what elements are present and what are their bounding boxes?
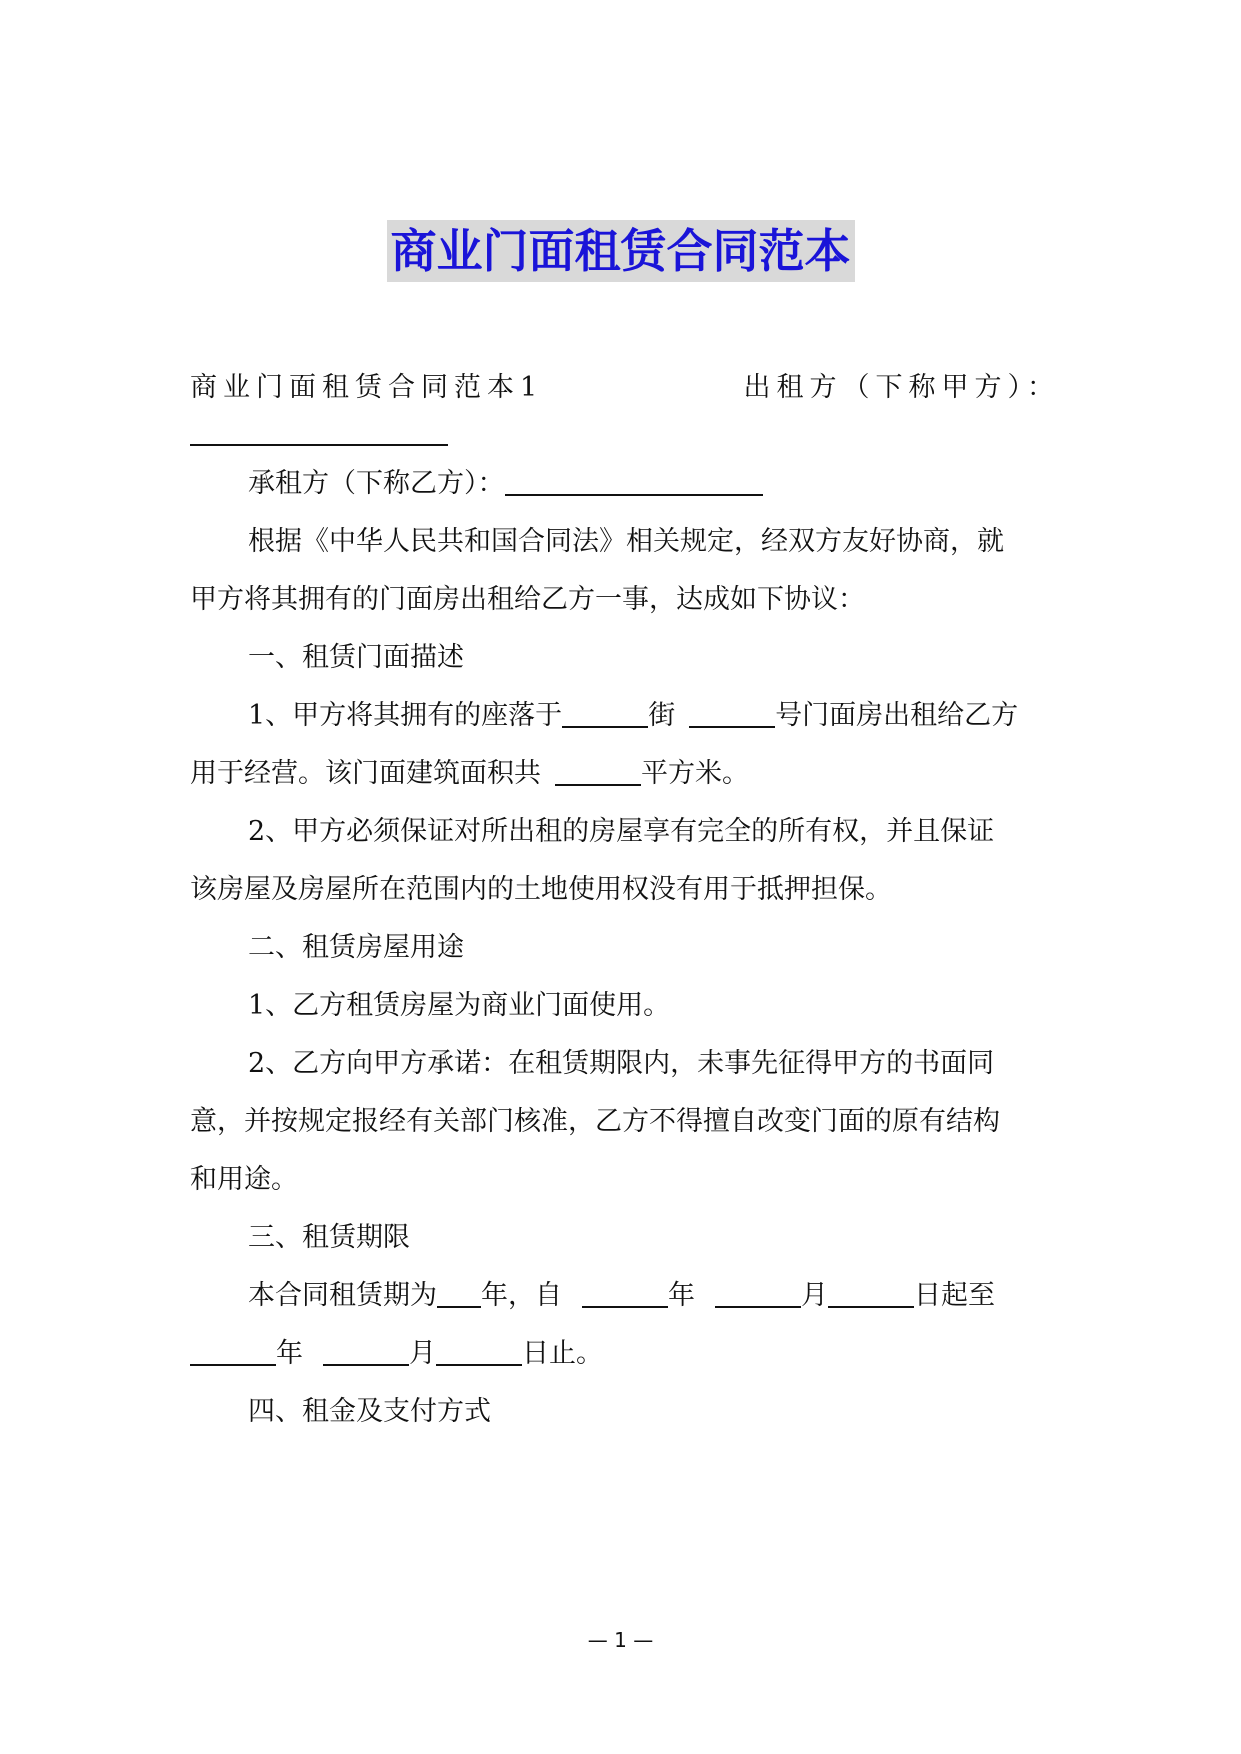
section-heading-4: [190, 1392, 491, 1432]
text: 2、乙方向甲方承诺：在租赁期限内，未事先征得甲方的书面同: [248, 1048, 995, 1079]
paragraph-1: [190, 368, 1060, 408]
clause-1-1-line-1: [190, 696, 1018, 736]
document-title: 商业门面租赁合同范本: [387, 220, 855, 282]
text: 日止。: [522, 1338, 603, 1369]
start-day-blank: [828, 1276, 914, 1308]
clause-1-2-line-1: [190, 812, 994, 852]
text: 和用途。: [190, 1164, 298, 1195]
clause-2-2-line-1: [190, 1044, 994, 1084]
text: 号门面房出租给乙方: [775, 700, 1019, 731]
text: 日起至: [914, 1280, 995, 1311]
lessor-blank: [190, 414, 448, 446]
text: 甲方将其拥有的门面房出租给乙方一事，达成如下协议：: [190, 584, 865, 615]
lessor-label: 出租方（下称甲方）：: [743, 372, 1060, 403]
title-wrap: [0, 220, 1241, 282]
street-blank: [562, 696, 648, 728]
lessor-blank-line: [190, 414, 448, 454]
text: 用于经营。该门面建筑面积共: [190, 758, 541, 789]
end-year-blank: [190, 1334, 276, 1366]
text: 街: [648, 700, 676, 731]
term-line-1: [190, 1276, 995, 1316]
years-blank: [437, 1276, 481, 1308]
end-day-blank: [436, 1334, 522, 1366]
text: 年: [276, 1338, 303, 1369]
paragraph-basis-1: [190, 522, 1004, 562]
text: 2、甲方必须保证对所出租的房屋享有完全的所有权，并且保证: [248, 816, 995, 847]
text: 根据《中华人民共和国合同法》相关规定，经双方友好协商，就: [248, 526, 1004, 557]
section-heading-3: [190, 1218, 410, 1258]
text: 二、租赁房屋用途: [248, 932, 464, 963]
text: 意，并按规定报经有关部门核准，乙方不得擅自改变门面的原有结构: [190, 1106, 1000, 1137]
text: 年: [668, 1280, 695, 1311]
section-heading-2: [190, 928, 464, 968]
text: 该房屋及房屋所在范围内的土地使用权没有用于抵押担保。: [190, 874, 892, 905]
text: 四、租金及支付方式: [248, 1396, 491, 1427]
area-blank: [555, 754, 641, 786]
text: 1、甲方将其拥有的座落于: [248, 700, 563, 731]
text: 平方米。: [641, 758, 749, 789]
paragraph-lessee: [190, 464, 763, 504]
lessee-label: 承租方（下称乙方）：: [248, 468, 505, 499]
end-month-blank: [323, 1334, 409, 1366]
text: 月: [801, 1280, 828, 1311]
clause-2-1: [190, 986, 670, 1026]
page-number: — 1 —: [587, 1628, 654, 1652]
start-month-blank: [715, 1276, 801, 1308]
text: 三、租赁期限: [248, 1222, 410, 1253]
clause-2-2-line-3: [190, 1160, 298, 1200]
text: 1、乙方租赁房屋为商业门面使用。: [248, 990, 671, 1021]
text: 一、租赁门面描述: [248, 642, 464, 673]
section-heading-1: [190, 638, 464, 678]
clause-1-2-line-2: [190, 870, 892, 910]
number-blank: [689, 696, 775, 728]
clause-2-2-line-2: [190, 1102, 1000, 1142]
paragraph-basis-2: [190, 580, 865, 620]
contract-heading: 商业门面租赁合同范本1: [190, 372, 544, 403]
start-year-blank: [582, 1276, 668, 1308]
text: 年，自: [481, 1280, 562, 1311]
text: 月: [409, 1338, 436, 1369]
text: 本合同租赁期为: [248, 1280, 437, 1311]
clause-1-1-line-2: [190, 754, 749, 794]
term-line-2: [190, 1334, 603, 1374]
lessee-blank: [505, 464, 763, 496]
